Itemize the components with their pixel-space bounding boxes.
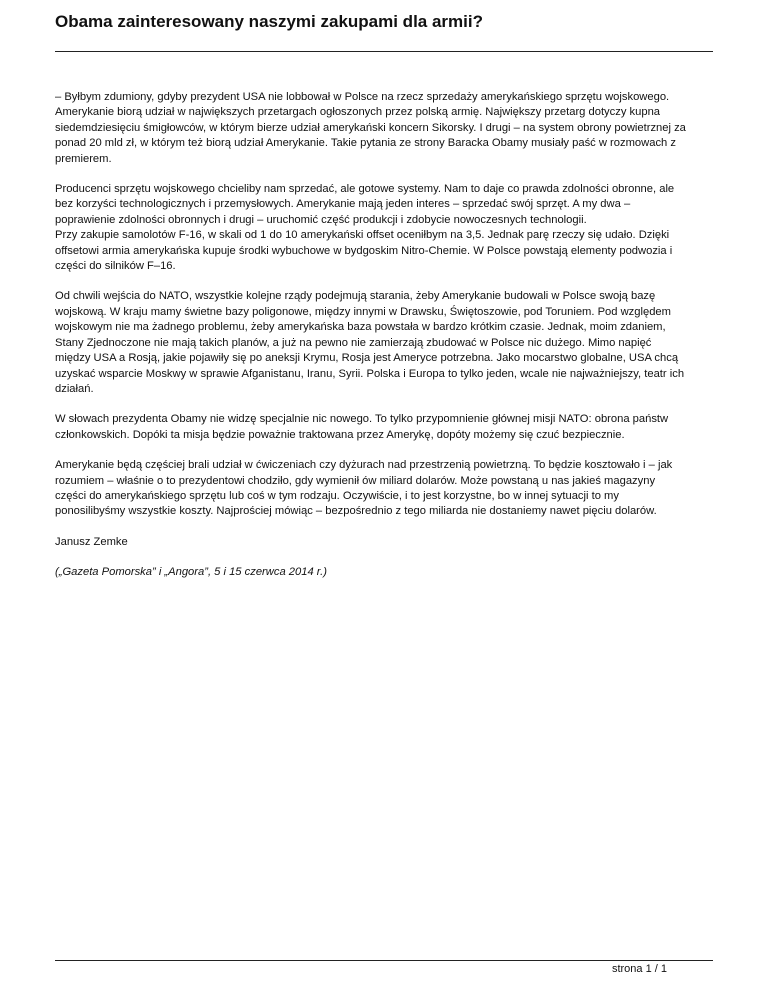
paragraph-line: wojskową. W kraju mamy świetne bazy poligonowe, między innymi w Drawsku, Świętoszowie, pod Toruniem. Pod względem <box>55 305 671 318</box>
article-paragraphs <box>55 90 715 520</box>
paragraph-line: Amerykanie będą częściej brali udział w ćwiczeniach czy dyżurach nad przestrzenią powietrzną. To będzie kosztowało i – jak <box>55 459 673 472</box>
paragraph-line: offsetowi armia amerykańska kupuje środki wybuchowe w bydgoskim Nitro-Chemie. W Polsce powstają elementy podwozia i <box>55 244 673 257</box>
article-body <box>55 90 715 596</box>
article-paragraph <box>55 412 715 443</box>
document-title: Obama zainteresowany naszymi zakupami dla armii? <box>55 12 483 31</box>
paragraph-line: W słowach prezydenta Obamy nie widzę specjalnie nic nowego. To tylko przypomnienie głównej misji NATO: obrona państw <box>55 413 669 426</box>
paragraph-line: Przy zakupie samolotów F-16, w skali od 1 do 10 amerykański offset oceniłbym na 3,5. Jednak parę rzeczy się udało. Dzięki <box>55 229 670 242</box>
paragraph-line: Stany Zjednoczone nie mają takich planów, a już na pewno nie zamierzają zbudować w Polsce nic dużego. Mimo napięć <box>55 336 652 349</box>
paragraph-line: premierem. <box>55 152 112 165</box>
article-paragraph <box>55 90 715 167</box>
paragraph-line: ponad 20 mld zł, w którym też biorą udział Amerykanie. Takie pytania ze strony Baracka Obamy musiały paść w rozmowach z <box>55 137 676 150</box>
paragraph-line: członkowskich. Dopóki ta misja będzie poważnie traktowana przez Amerykę, dopóty możemy się czuć bezpiecznie. <box>55 428 625 441</box>
paragraph-line: części do amerykańskiego sprzętu lub coś w tym rodzaju. Oczywiście, i to jest korzystne, bo w innej sytuacji to my <box>55 489 619 502</box>
page-number: strona 1 / 1 <box>611 963 667 975</box>
paragraph-line: siedemdziesięciu śmigłowców, w którym bierze udział amerykański koncern Sikorsky. I drugi – na system obrony powietrznej za <box>55 121 686 134</box>
paragraph-line: Producenci sprzętu wojskowego chcieliby nam sprzedać, ale gotowe systemy. Nam to daje co prawda zdolności obronne, ale <box>55 183 675 196</box>
paragraph-line: działań. <box>55 382 94 395</box>
paragraph-line: poprawienie zdolności obronnych i drugi – uruchomić część produkcji i zdobycie nowoczesnych technologii. <box>55 213 587 226</box>
paragraph-line: rozumiem – właśnie o to prezydentowi chodziło, gdy wymienił ów miliard dolarów. Może powstaną u nas jakieś magazyny <box>55 474 656 487</box>
paragraph-line: – Byłbym zdumiony, gdyby prezydent USA nie lobbował w Polsce na rzecz sprzedaży amerykańskiego sprzętu wojskowego. <box>55 91 670 103</box>
paragraph-line: między USA a Rosją, jakie pojawiły się po aneksji Krymu, Rosja jest Ameryce potrzebna. Jako mocarstwo globalne, USA chcą <box>55 352 679 365</box>
article-paragraph <box>55 289 715 397</box>
paragraph-line: części do silników F–16. <box>55 260 176 273</box>
paragraph-line: wojskowym nie ma żadnego problemu, żeby amerykańska baza powstała w bardzo krótkim czasie. Jednak, moim zdaniem, <box>55 321 666 334</box>
article-paragraph <box>55 182 715 274</box>
paragraph-line: Od chwili wejścia do NATO, wszystkie kolejne rządy podejmują starania, żeby Amerykanie budowali w Polsce swoją bazę <box>55 290 656 303</box>
paragraph-line: uzyskać wsparcie Moskwy w sprawie Afganistanu, Iranu, Syrii. Polska i Europa to tylko jeden, wcale nie najważniejszy, teatr ich <box>55 367 685 380</box>
article-paragraph <box>55 458 715 520</box>
article-source: („Gazeta Pomorska” i „Angora”, 5 i 15 czerwca 2014 r.) <box>55 566 327 579</box>
paragraph-line: ponosilibyśmy wszystkie koszty. Najprościej mówiąc – bezpośrednio z tego miliarda nie dostaniemy nawet pięciu dolarów. <box>55 505 657 518</box>
paragraph-line: bez korzyści technologicznych i przemysłowych. Amerykanie mają jeden interes – sprzedać swój sprzęt. A my dwa – <box>55 198 631 211</box>
article-author: Janusz Zemke <box>55 535 128 548</box>
title-divider <box>55 51 713 52</box>
paragraph-line: Amerykanie biorą udział w największych przetargach ogłoszonych przez polską armię. Największy przetarg dotyczy kupna <box>55 106 661 119</box>
footer-divider <box>55 960 713 961</box>
